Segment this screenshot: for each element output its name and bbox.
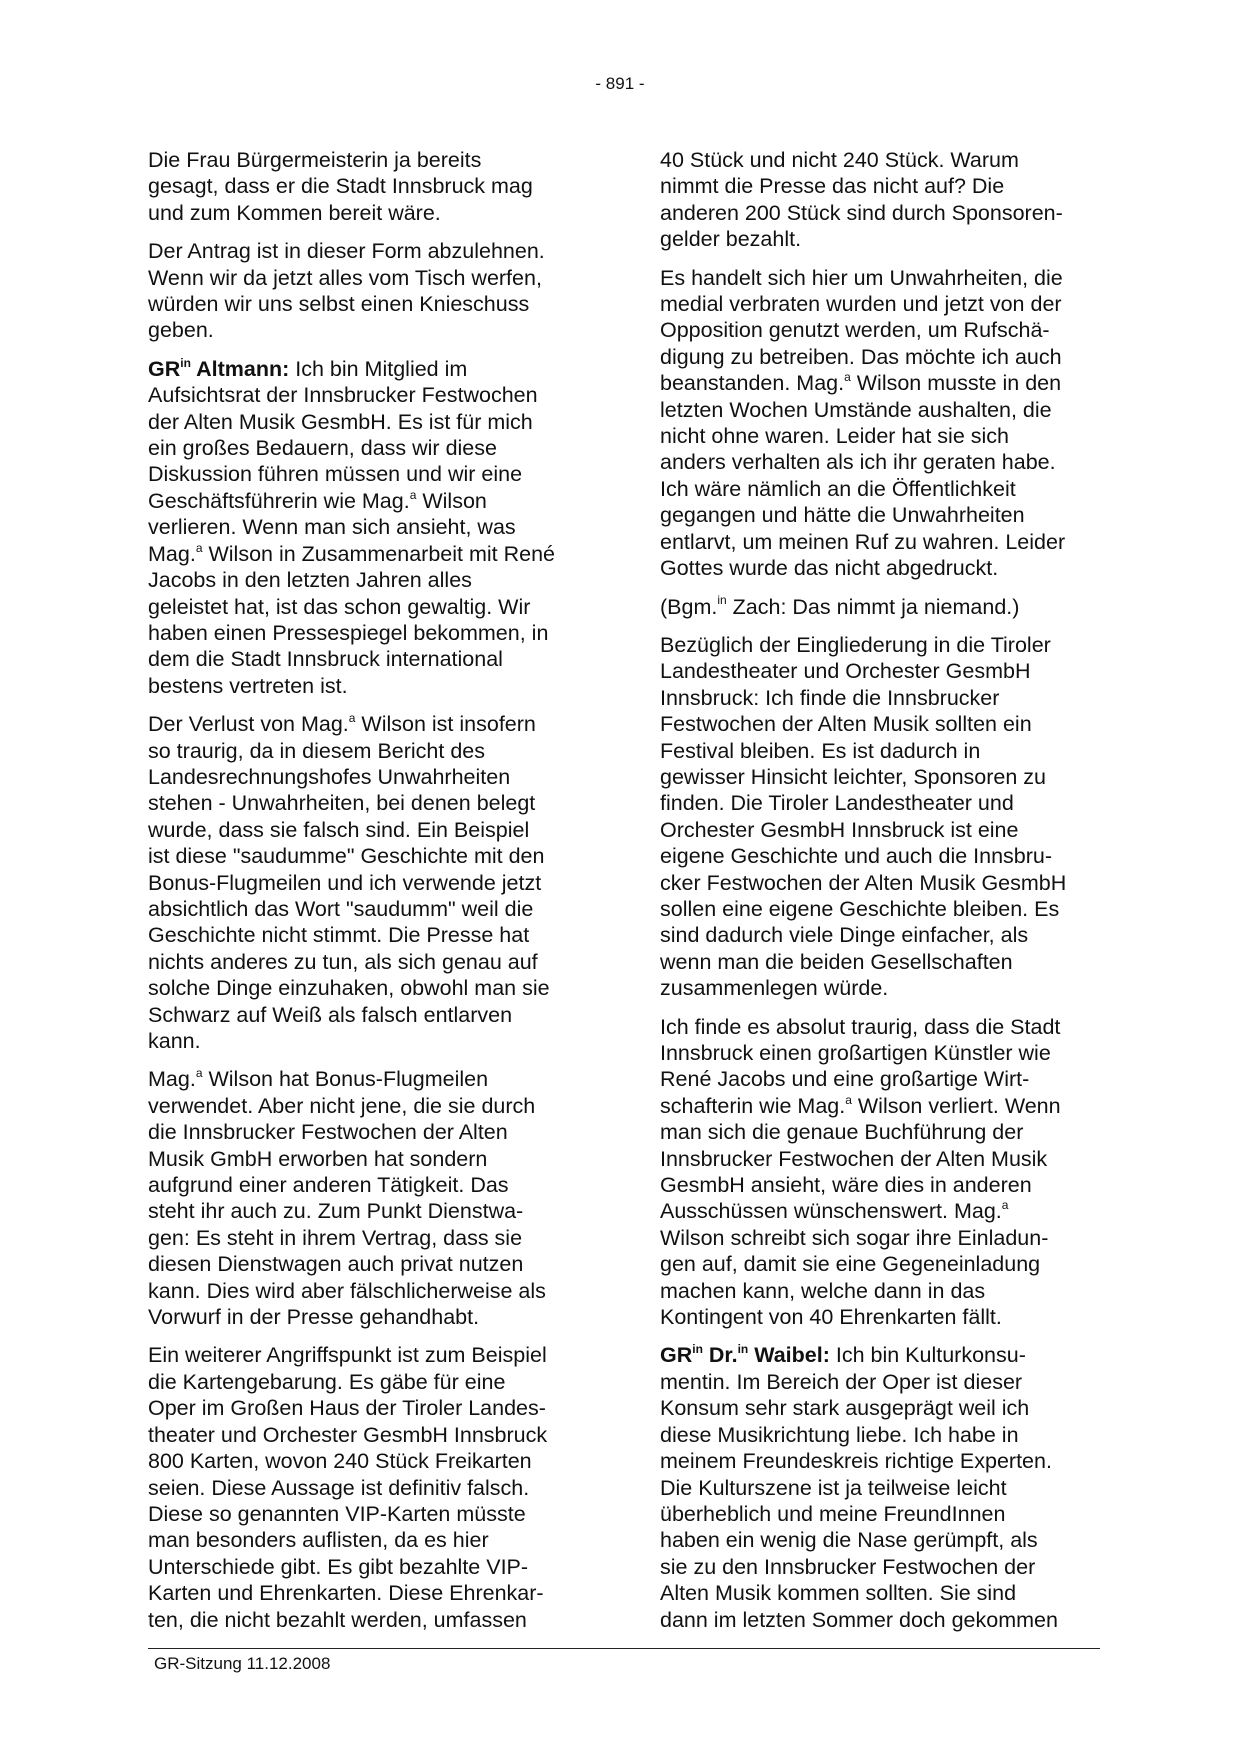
text-line: solche Dinge einzuhaken, obwohl man sie <box>148 976 550 1001</box>
text-line: Wilson schreibt sich sogar ihre Einladun- <box>660 1225 1049 1250</box>
speaker-title: GR <box>148 356 181 381</box>
superscript: a <box>195 1066 203 1081</box>
text-line: gen auf, damit sie eine Gegeneinladung <box>660 1252 1041 1277</box>
superscript: in <box>180 355 191 370</box>
paragraph <box>148 1342 593 1632</box>
text-line: diesen Dienstwagen auch privat nutzen <box>148 1252 524 1277</box>
text-line <box>148 1066 593 1092</box>
text-line: zusammenlegen würde. <box>660 976 889 1001</box>
text-line: Orchester GesmbH Innsbruck ist eine <box>660 817 1019 842</box>
text-line: würden wir uns selbst einen Knieschuss <box>148 292 530 317</box>
text-line: mentin. Im Bereich der Oper ist dieser <box>660 1369 1023 1394</box>
text-line: absichtlich das Wort "saudumm" weil die <box>148 896 534 921</box>
text-line: und zum Kommen bereit wäre. <box>148 200 441 225</box>
paragraph <box>148 147 593 226</box>
text-line: diese Musikrichtung liebe. Ich habe in <box>660 1422 1019 1447</box>
superscript: in <box>692 1342 703 1357</box>
text-span: Geschäftsführerin wie Mag. <box>148 488 410 513</box>
text-line: man sich die genaue Buchführung der <box>660 1120 1024 1145</box>
text-line: dem die Stadt Innsbruck international <box>148 647 503 672</box>
text-line: der Alten Musik GesmbH. Es ist für mich <box>148 409 533 434</box>
text-span: Wilson in Zusammenarbeit mit René <box>202 541 555 566</box>
text-line: Festival bleiben. Es ist dadurch in <box>660 738 981 763</box>
interjection <box>660 594 1108 620</box>
text-line: entlarvt, um meinen Ruf zu wahren. Leider <box>660 529 1066 554</box>
text-line: gesagt, dass er die Stadt Innsbruck mag <box>148 174 533 199</box>
text-line: aufgrund einer anderen Tätigkeit. Das <box>148 1173 509 1198</box>
text-line: ist diese "saudumme" Geschichte mit den <box>148 844 545 869</box>
text-line: Bezüglich der Eingliederung in die Tiroler <box>660 632 1051 657</box>
text-line: gewisser Hinsicht leichter, Sponsoren zu <box>660 764 1046 789</box>
text-line: Wenn wir da jetzt alles vom Tisch werfen, <box>148 265 542 290</box>
text-line: Es handelt sich hier um Unwahrheiten, die <box>660 265 1063 290</box>
text-line: seien. Diese Aussage ist definitiv falsch. <box>148 1475 530 1500</box>
text-line: Schwarz auf Weiß als falsch entlarven <box>148 1002 513 1027</box>
speech-waibel <box>660 1342 1108 1632</box>
text-line <box>148 711 593 737</box>
superscript: a <box>845 1092 852 1107</box>
text-line: verlieren. Wenn man sich ansieht, was <box>148 515 516 540</box>
text-line <box>660 594 1108 620</box>
text-line: Die Kulturszene ist ja teilweise leicht <box>660 1475 1007 1500</box>
text-line: Opposition genutzt werden, um Rufschä- <box>660 318 1050 343</box>
paragraph <box>660 1014 1108 1331</box>
text-line: geben. <box>148 318 214 343</box>
text-line: wenn man die beiden Gesellschaften <box>660 949 1013 974</box>
text-line: Ich wäre nämlich an die Öffentlichkeit <box>660 476 1016 501</box>
text-line: die Innsbrucker Festwochen der Alten <box>148 1120 508 1145</box>
superscript: a <box>844 370 851 385</box>
text-line: kann. Dies wird aber fälschlicherweise als <box>148 1278 546 1303</box>
text-line: digung zu betreiben. Das möchte ich auch <box>660 344 1062 369</box>
superscript: a <box>409 487 417 502</box>
text-line: sie zu den Innsbrucker Festwochen der <box>660 1554 1036 1579</box>
text-span: (Bgm. <box>660 594 718 619</box>
text-span: Ausschüssen wünschenswert. Mag. <box>660 1199 1002 1224</box>
text-line: Musik GmbH erworben hat sondern <box>148 1146 488 1171</box>
text-line: Innsbruck einen großartigen Künstler wie <box>660 1041 1051 1065</box>
speaker-label <box>660 1343 830 1367</box>
text-line: Ich finde es absolut traurig, dass die Stadt <box>660 1014 1061 1039</box>
text-span: Wilson verliert. Wenn <box>851 1093 1061 1118</box>
text-line: geleistet hat, ist das schon gewaltig. Wir <box>148 594 531 619</box>
text-line: Die Frau Bürgermeisterin ja bereits <box>148 148 482 172</box>
speaker-name: Altmann: <box>190 356 290 381</box>
text-line <box>660 1093 1108 1119</box>
right-column <box>660 147 1108 1645</box>
text-line: so traurig, da in diesem Bericht des <box>148 738 485 763</box>
text-line <box>148 541 593 567</box>
text-line: ten, die nicht bezahlt werden, umfassen <box>148 1607 527 1632</box>
text-line: medial verbraten wurden und jetzt von der <box>660 292 1062 317</box>
text-span: Mag. <box>148 1067 196 1092</box>
footer-divider <box>148 1648 1100 1649</box>
text-line: 800 Karten, wovon 240 Stück Freikarten <box>148 1449 532 1474</box>
left-column <box>148 147 593 1645</box>
text-line: GesmbH ansieht, wäre dies in anderen <box>660 1173 1032 1198</box>
text-span: Ich bin Kulturkonsu- <box>829 1343 1026 1368</box>
text-span: beanstanden. Mag. <box>660 371 845 396</box>
text-line: anderen 200 Stück sind durch Sponsoren- <box>660 200 1063 225</box>
paragraph <box>660 265 1108 582</box>
speaker-name: Waibel: <box>748 1343 830 1368</box>
text-span: schafterin wie Mag. <box>660 1093 846 1118</box>
footer-session-date: GR-Sitzung 11.12.2008 <box>154 1654 331 1673</box>
text-line: Innsbrucker Festwochen der Alten Musik <box>660 1146 1048 1171</box>
text-line: gen: Es steht in ihrem Vertrag, dass sie <box>148 1225 523 1250</box>
text-line: wurde, dass sie falsch sind. Ein Beispiel <box>148 817 530 842</box>
text-line: finden. Die Tiroler Landestheater und <box>660 791 1014 816</box>
speaker-label <box>148 357 289 381</box>
text-line: Innsbruck: Ich finde die Innsbrucker <box>660 685 1000 710</box>
text-line: Geschichte nicht stimmt. Die Presse hat <box>148 923 530 948</box>
text-line: nimmt die Presse das nicht auf? Die <box>660 174 1005 199</box>
text-line: Alten Musik kommen sollten. Sie sind <box>660 1581 1017 1606</box>
text-line: haben ein wenig die Nase gerümpft, als <box>660 1528 1038 1553</box>
text-line: sollen eine eigene Geschichte bleiben. Es <box>660 896 1060 921</box>
text-line: Ein weiterer Angriffspunkt ist zum Beispiel <box>148 1343 547 1368</box>
text-line: nichts anderes zu tun, als sich genau auf <box>148 949 538 974</box>
text-line: man besonders auflisten, da es hier <box>148 1528 489 1553</box>
text-line: Bonus-Flugmeilen und ich verwende jetzt <box>148 870 542 895</box>
text-line: Karten und Ehrenkarten. Diese Ehrenkar- <box>148 1581 544 1606</box>
text-line: bestens vertreten ist. <box>148 673 348 698</box>
text-span: Wilson ist insofern <box>355 712 536 737</box>
page-number: - 891 - <box>595 74 645 93</box>
speaker-title: GR <box>660 1343 693 1368</box>
text-line: Landesrechnungshofes Unwahrheiten <box>148 764 511 789</box>
paragraph <box>660 632 1108 1002</box>
text-span: Ich bin Mitglied im <box>289 356 468 381</box>
text-line: Konsum sehr stark ausgeprägt weil ich <box>660 1396 1030 1421</box>
text-line <box>148 488 593 514</box>
text-line: verwendet. Aber nicht jene, die sie durch <box>148 1093 536 1118</box>
text-line: dann im letzten Sommer doch gekommen <box>660 1607 1058 1632</box>
text-line: meinem Freundeskreis richtige Experten. <box>660 1449 1052 1474</box>
text-line: stehen - Unwahrheiten, bei denen belegt <box>148 791 536 816</box>
text-line: anders verhalten als ich ihr geraten habe. <box>660 450 1056 475</box>
text-line: theater und Orchester GesmbH Innsbruck <box>148 1422 548 1447</box>
text-line <box>660 1198 1108 1224</box>
superscript: a <box>348 710 356 725</box>
text-line: Diese so genannten VIP-Karten müsste <box>148 1501 526 1526</box>
speech-altmann <box>148 356 593 699</box>
text-line: René Jacobs und eine großartige Wirt- <box>660 1067 1030 1092</box>
superscript: a <box>195 540 203 555</box>
paragraph <box>660 147 1108 253</box>
text-span: Der Verlust von Mag. <box>148 712 349 737</box>
text-line: nicht ohne waren. Leider hat sie sich <box>660 424 1009 449</box>
text-line: Jacobs in den letzten Jahren alles <box>148 568 472 593</box>
text-line: steht ihr auch zu. Zum Punkt Dienstwa- <box>148 1199 524 1224</box>
speaker-degree: Dr. <box>702 1343 738 1368</box>
text-span: Wilson musste in den <box>850 371 1062 396</box>
paragraph <box>148 711 593 1054</box>
superscript: a <box>1001 1198 1009 1213</box>
superscript: in <box>717 593 727 608</box>
text-line: kann. <box>148 1029 201 1053</box>
text-line: Unterschiede gibt. Es gibt bezahlte VIP- <box>148 1554 529 1579</box>
text-line: Vorwurf in der Presse gehandhabt. <box>148 1305 480 1330</box>
text-line: Diskussion führen müssen und wir eine <box>148 462 523 487</box>
text-line: ein großes Bedauern, dass wir diese <box>148 436 497 461</box>
text-line: Gottes wurde das nicht abgedruckt. <box>660 556 999 581</box>
text-line: Landestheater und Orchester GesmbH <box>660 659 1031 684</box>
text-line <box>660 370 1108 396</box>
text-line <box>660 1342 1108 1368</box>
text-line: 40 Stück und nicht 240 Stück. Warum <box>660 148 1019 172</box>
paragraph <box>148 238 593 344</box>
text-line: Oper im Großen Haus der Tiroler Landes- <box>148 1396 546 1421</box>
text-line: Der Antrag ist in dieser Form abzulehnen. <box>148 239 545 264</box>
text-line: letzten Wochen Umstände aushalten, die <box>660 397 1052 422</box>
text-line: überheblich und meine FreundInnen <box>660 1501 1006 1526</box>
text-line <box>148 356 593 382</box>
text-span: Wilson <box>416 488 487 513</box>
text-span: Mag. <box>148 541 196 566</box>
text-line: sind dadurch viele Dinge einfacher, als <box>660 923 1029 948</box>
text-line: Kontingent von 40 Ehrenkarten fällt. <box>660 1305 1002 1330</box>
text-line: eigene Geschichte und auch die Innsbru- <box>660 844 1053 869</box>
text-line: Aufsichtsrat der Innsbrucker Festwochen <box>148 383 538 408</box>
superscript: in <box>737 1342 749 1357</box>
text-line: gelder bezahlt. <box>660 227 802 252</box>
text-line: gegangen und hätte die Unwahrheiten <box>660 503 1025 528</box>
text-line: Festwochen der Alten Musik sollten ein <box>660 712 1032 737</box>
text-line: cker Festwochen der Alten Musik GesmbH <box>660 870 1067 895</box>
text-line: haben einen Pressespiegel bekommen, in <box>148 620 549 645</box>
text-span: Zach: Das nimmt ja niemand.) <box>726 594 1020 619</box>
text-line: die Kartengebarung. Es gäbe für eine <box>148 1369 506 1394</box>
text-line: machen kann, welche dann in das <box>660 1278 986 1303</box>
text-span: Wilson hat Bonus-Flugmeilen <box>202 1067 489 1092</box>
paragraph <box>148 1066 593 1330</box>
